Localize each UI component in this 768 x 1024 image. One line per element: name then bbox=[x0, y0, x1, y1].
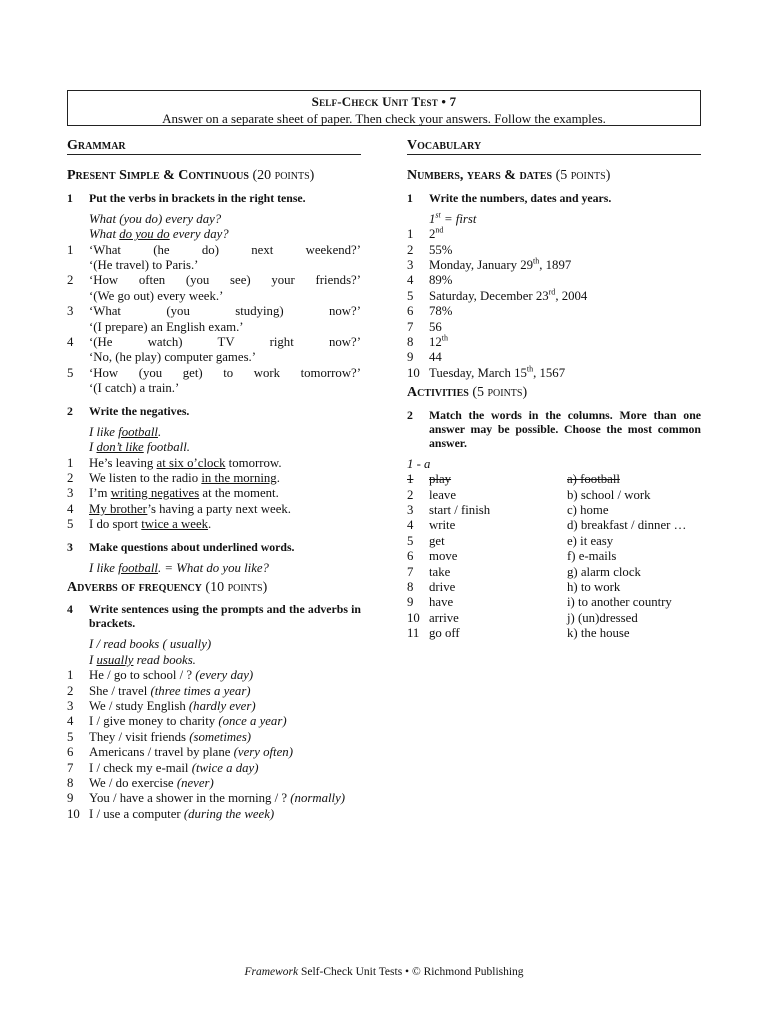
exercise-1-item: 5 ‘How (you get) to work tomorrow?’ bbox=[67, 365, 361, 380]
negatives-example-2: I don’t like football. bbox=[89, 440, 190, 455]
adverbs-item: 8 We / do exercise (never) bbox=[67, 776, 214, 790]
example-question: What (you do) every day? bbox=[89, 211, 222, 226]
negatives-item: 3 I’m writing negatives at the moment. bbox=[67, 486, 279, 501]
page-footer: Framework Self-Check Unit Tests • © Richmond Publishing bbox=[244, 966, 524, 978]
page-title: Self-Check Unit Test • 7 bbox=[311, 94, 457, 109]
numbers-item: 4 89% bbox=[407, 273, 453, 288]
numbers-item: 9 44 bbox=[407, 350, 442, 365]
match-row: 9 have i) to another country bbox=[407, 595, 672, 610]
match-row: 2 leave b) school / work bbox=[407, 487, 651, 502]
match-row: 10 arrive j) (un)dressed bbox=[407, 610, 638, 625]
adverbs-item: 3 We / study English (hardly ever) bbox=[67, 698, 256, 713]
exercise-1-item-reply: ‘(I catch) a train.’ bbox=[89, 381, 180, 396]
exercise-1-instruction: 1 Put the verbs in brackets in the right tense. bbox=[67, 190, 306, 205]
match-example: 1 - a bbox=[407, 456, 431, 471]
grammar-column bbox=[67, 138, 361, 822]
numbers-item: 1 2nd bbox=[407, 225, 444, 242]
vocabulary-column bbox=[407, 138, 701, 642]
vocabulary-heading: Vocabulary bbox=[407, 138, 701, 155]
exercise-1-item: 3 ‘What (you studying) now?’ bbox=[67, 304, 361, 319]
exercise-2-instruction: 2 Write the negatives. bbox=[67, 403, 190, 418]
negatives-example-1: I like football. bbox=[89, 424, 162, 439]
present-simple-heading: Present Simple & Continuous (20 points) bbox=[67, 168, 315, 184]
adverbs-item: 10 I / use a computer (during the week) bbox=[67, 806, 275, 821]
numbers-item: 8 12th bbox=[407, 333, 449, 350]
exercise-1-item-reply: ‘(I prepare) an English exam.’ bbox=[89, 319, 244, 334]
exercise-1-item: 4 ‘(He watch) TV right now?’ bbox=[67, 335, 361, 350]
numbers-item: 3 Monday, January 29th, 1897 bbox=[407, 256, 572, 273]
numbers-item: 10 Tuesday, March 15th, 1567 bbox=[407, 364, 566, 380]
negatives-item: 1 He’s leaving at six o’clock tomorrow. bbox=[67, 455, 282, 470]
match-row: 1 play a) football bbox=[407, 472, 620, 487]
adverbs-item: 6 Americans / travel by plane (very often) bbox=[67, 745, 293, 760]
negatives-item: 5 I do sport twice a week. bbox=[67, 517, 212, 532]
adverbs-item: 4 I / give money to charity (once a year) bbox=[67, 714, 287, 729]
adverbs-item: 2 She / travel (three times a year) bbox=[67, 683, 251, 698]
exercise-1-item-reply: ‘(We go out) every week.’ bbox=[89, 288, 224, 303]
negatives-item: 4 My brother’s having a party next week. bbox=[67, 501, 291, 516]
adverbs-example-2: I usually read books. bbox=[89, 652, 196, 667]
match-row: 11 go off k) the house bbox=[407, 626, 630, 641]
negatives-item: 2 We listen to the radio in the morning. bbox=[67, 470, 280, 485]
exercise-1-item-reply: ‘(He travel) to Paris.’ bbox=[89, 258, 199, 273]
match-row: 7 take g) alarm clock bbox=[407, 564, 641, 579]
exercise-3-instruction: 3 Make questions about underlined words. bbox=[67, 539, 295, 554]
adverbs-item: 9 You / have a shower in the morning / ? (normally) bbox=[67, 791, 346, 806]
adverbs-heading: Adverbs of frequency (10 points) bbox=[67, 579, 268, 595]
match-row: 6 move f) e-mails bbox=[407, 549, 617, 564]
numbers-item: 7 56 bbox=[407, 319, 442, 334]
example-answer: What do you do every day? bbox=[89, 227, 229, 242]
vocab-exercise-2-instruction: 2 Match the words in the columns. More than one answer may be possible. Choose the most common answer. bbox=[407, 407, 701, 450]
page-instructions: Answer on a separate sheet of paper. Then check your answers. Follow the examples. bbox=[162, 111, 606, 126]
numbers-item: 5 Saturday, December 23rd, 2004 bbox=[407, 287, 588, 303]
exercise-4-instruction: 4 Write sentences using the prompts and the adverbs in brackets. bbox=[67, 602, 361, 631]
adverbs-example-1: I / read books ( usually) bbox=[89, 637, 212, 652]
exercise-1-item: 1 ‘What (he do) next weekend?’ bbox=[67, 242, 361, 257]
numbers-item: 6 78% bbox=[407, 304, 453, 319]
adverbs-item: 1 He / go to school / ? (every day) bbox=[67, 668, 254, 683]
adverbs-item: 7 I / check my e-mail (twice a day) bbox=[67, 760, 259, 775]
numbers-heading: Numbers, years & dates (5 points) bbox=[407, 168, 611, 184]
numbers-item: 2 55% bbox=[407, 242, 453, 257]
match-row: 4 write d) breakfast / dinner … bbox=[407, 518, 687, 533]
questions-example: I like football. = What do you like? bbox=[89, 560, 269, 575]
match-row: 5 get e) it easy bbox=[407, 533, 614, 548]
title-box bbox=[67, 90, 701, 126]
activities-heading: Activities (5 points) bbox=[407, 385, 528, 401]
adverbs-item: 5 They / visit friends (sometimes) bbox=[67, 729, 252, 744]
exercise-1-item-reply: ‘No, (he play) computer games.’ bbox=[89, 350, 257, 365]
match-row: 8 drive h) to work bbox=[407, 579, 621, 594]
exercise-1-item: 2 ‘How often (you see) your friends?’ bbox=[67, 273, 361, 288]
numbers-example: 1st = first bbox=[429, 210, 477, 226]
match-row: 3 start / finish c) home bbox=[407, 502, 609, 517]
grammar-heading: Grammar bbox=[67, 138, 361, 155]
vocab-exercise-1-instruction: 1 Write the numbers, dates and years. bbox=[407, 190, 612, 205]
